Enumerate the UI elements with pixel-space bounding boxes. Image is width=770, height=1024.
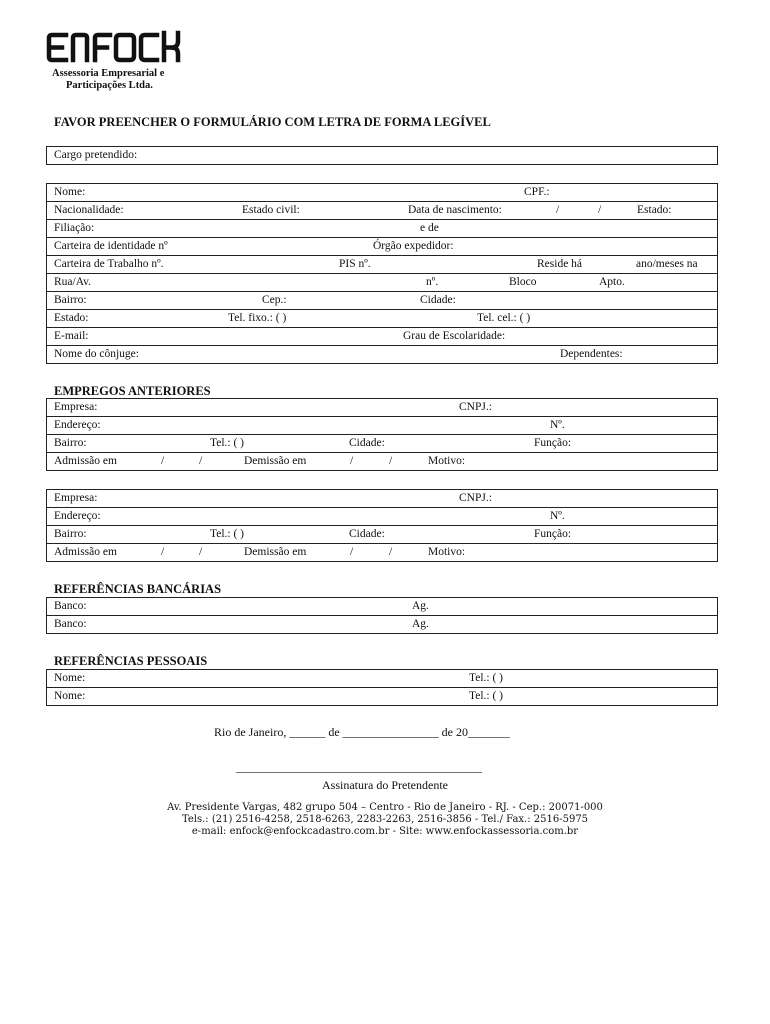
e-de-label: e de [420, 222, 439, 234]
funcao-label: Função: [534, 528, 572, 540]
row-nacionalidade[interactable] [47, 202, 717, 220]
tel-label: Tel.: ( ) [210, 528, 245, 540]
row-nome[interactable] [47, 184, 717, 202]
date-slash: / [199, 455, 203, 467]
date-slash: / [389, 546, 393, 558]
ag-label: Ag. [412, 618, 429, 630]
filiacao-label: Filiação: [54, 222, 95, 234]
email-label: E-mail: [54, 330, 89, 342]
row-identidade[interactable] [47, 238, 717, 256]
funcao-label: Função: [534, 437, 572, 449]
footer-address: Av. Presidente Vargas, 482 grupo 504 – Centro - Rio de Janeiro - RJ. - Cep.: 20071-000 [167, 802, 603, 813]
date-line[interactable]: Rio de Janeiro, ______ de ________________ de 20_______ [214, 725, 510, 739]
emprego-box-1 [46, 398, 718, 471]
numero-label: Nº. [550, 510, 565, 522]
empresa-label: Empresa: [54, 401, 98, 413]
dependentes-label: Dependentes: [560, 348, 623, 360]
row-admissao[interactable] [47, 453, 717, 471]
date-slash: / [161, 546, 165, 558]
demissao-label: Demissão em [244, 546, 307, 558]
tel-label: Tel.: ( ) [469, 672, 504, 684]
pessoais-box [46, 669, 718, 706]
motivo-label: Motivo: [428, 455, 466, 467]
tel-label: Tel.: ( ) [469, 690, 504, 702]
cidade-label: Cidade: [349, 437, 385, 449]
row-banco[interactable] [47, 616, 717, 634]
data-nascimento-label: Data de nascimento: [408, 204, 502, 216]
row-email[interactable] [47, 328, 717, 346]
endereco-label: Endereço: [54, 510, 101, 522]
conjuge-label: Nome do cônjuge: [54, 348, 139, 360]
endereco-label: Endereço: [54, 419, 101, 431]
ag-label: Ag. [412, 600, 429, 612]
company-line1: Assessoria Empresarial e [52, 68, 165, 79]
row-rua[interactable] [47, 274, 717, 292]
row-endereco[interactable] [47, 417, 717, 435]
date-slash: / [350, 546, 354, 558]
bairro-label: Bairro: [54, 528, 87, 540]
demissao-label: Demissão em [244, 455, 307, 467]
cidade-label: Cidade: [349, 528, 385, 540]
cargo-label: Cargo pretendido: [54, 149, 138, 161]
nacionalidade-label: Nacionalidade: [54, 204, 124, 216]
company-line2: Participações Ltda. [66, 80, 153, 91]
date-slash: / [598, 204, 602, 216]
row-empresa[interactable] [47, 490, 717, 508]
cnpj-label: CNPJ.: [459, 401, 492, 413]
footer-email: e-mail: enfock@enfockcadastro.com.br - Site: www.enfockassessoria.com.br [191, 826, 579, 837]
emprego-box-2 [46, 489, 718, 562]
row-conjuge[interactable] [47, 346, 717, 364]
bancarias-title: REFERÊNCIAS BANCÁRIAS [54, 582, 222, 596]
cidade-label: Cidade: [420, 294, 456, 306]
admissao-label: Admissão em [54, 455, 117, 467]
row-empresa[interactable] [47, 399, 717, 417]
row-estado-tel[interactable] [47, 310, 717, 328]
form-instruction: FAVOR PREENCHER O FORMULÁRIO COM LETRA DE FORMA LEGÍVEL [54, 115, 491, 129]
date-slash: / [161, 455, 165, 467]
row-bairro[interactable] [47, 292, 717, 310]
tel-fixo-label: Tel. fixo.: ( ) [228, 312, 287, 324]
nome-label: Nome: [54, 672, 86, 684]
apto-label: Apto. [599, 276, 625, 288]
estado2-label: Estado: [54, 312, 89, 324]
numero-label: Nº. [550, 419, 565, 431]
date-slash: / [350, 455, 354, 467]
date-slash: / [556, 204, 560, 216]
row-bairro[interactable] [47, 526, 717, 544]
date-slash: / [389, 455, 393, 467]
motivo-label: Motivo: [428, 546, 466, 558]
date-slash: / [199, 546, 203, 558]
cargo-box [46, 146, 718, 165]
pis-label: PIS nº. [339, 258, 371, 270]
admissao-label: Admissão em [54, 546, 117, 558]
row-filiacao[interactable] [47, 220, 717, 238]
bancarias-box [46, 597, 718, 634]
enfock-logo [46, 30, 191, 65]
escolaridade-label: Grau de Escolaridade: [403, 330, 506, 342]
row-endereco[interactable] [47, 508, 717, 526]
estado-label: Estado: [637, 204, 672, 216]
tel-cel-label: Tel. cel.: ( ) [477, 312, 531, 324]
banco-label: Banco: [54, 600, 87, 612]
pessoais-title: REFERÊNCIAS PESSOAIS [54, 654, 208, 668]
anos-label: ano/meses na [636, 258, 698, 270]
empregos-title: EMPREGOS ANTERIORES [54, 384, 211, 398]
personal-box [46, 183, 718, 364]
reside-label: Reside há [537, 258, 583, 270]
banco-label: Banco: [54, 618, 87, 630]
signature-label: Assinatura do Pretendente [322, 778, 448, 792]
bairro-label: Bairro: [54, 294, 87, 306]
rua-label: Rua/Av. [54, 276, 92, 288]
nome-label: Nome: [54, 186, 86, 198]
cpf-label: CPF.: [524, 186, 550, 198]
row-banco[interactable] [47, 598, 717, 616]
bairro-label: Bairro: [54, 437, 87, 449]
row-trabalho[interactable] [47, 256, 717, 274]
trabalho-label: Carteira de Trabalho nº. [54, 258, 164, 270]
orgao-label: Órgão expedidor: [373, 240, 454, 252]
footer-phones: Tels.: (21) 2516-4258, 2518-6263, 2283-2263, 2516-3856 - Tel./ Fax.: 2516-5975 [181, 814, 589, 825]
row-admissao[interactable] [47, 544, 717, 562]
empresa-label: Empresa: [54, 492, 98, 504]
cargo-row[interactable] [47, 147, 717, 165]
identidade-label: Carteira de identidade nº [54, 240, 168, 252]
row-pessoal[interactable] [47, 688, 717, 706]
numero-label: nº. [426, 276, 439, 288]
tel-label: Tel.: ( ) [210, 437, 245, 449]
row-bairro[interactable] [47, 435, 717, 453]
estado-civil-label: Estado civil: [242, 204, 300, 216]
cep-label: Cep.: [262, 294, 287, 306]
bloco-label: Bloco [509, 276, 537, 288]
signature-line[interactable]: _________________________________________ [236, 760, 482, 774]
nome-label: Nome: [54, 690, 86, 702]
row-pessoal[interactable] [47, 670, 717, 688]
cnpj-label: CNPJ.: [459, 492, 492, 504]
